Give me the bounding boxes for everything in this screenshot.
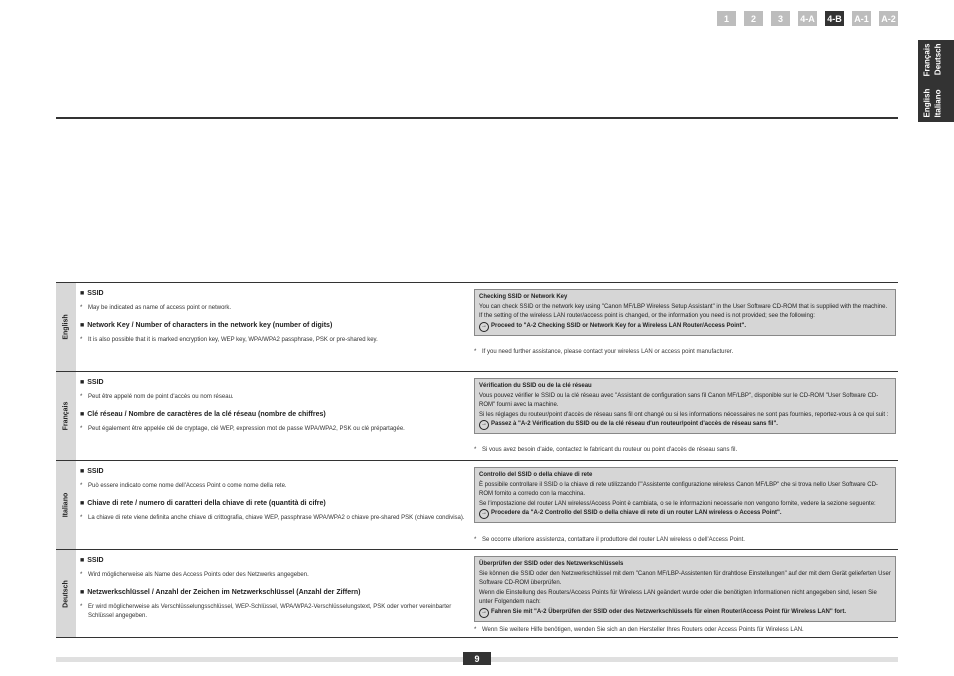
info-box-title: Vérification du SSID ou de la clé réseau bbox=[479, 383, 592, 389]
key-heading: ■ Clé réseau / Nombre de caractères de la clé réseau (nombre de chiffres) bbox=[80, 410, 466, 419]
key-heading: ■ Netzwerkschlüssel / Anzahl der Zeichen im Netzwerkschlüssel (Anzahl der Ziffern) bbox=[80, 588, 466, 597]
key-heading: ■ Chiave di rete / numero di caratteri della chiave di rete (quantità di cifre) bbox=[80, 499, 466, 508]
info-box-text: È possibile controllare il SSID o la chiave di rete utilizzando l'"Assistente configurazione wireless Canon MF/LBP" che si trova nello User Software CD-ROM fornito a corredo con la macchina. bbox=[479, 481, 878, 497]
ssid-note: * Peut être appelé nom de point d'accès ou nom réseau. bbox=[80, 393, 466, 402]
footnote: * Si vous avez besoin d'aide, contactez le fabricant du routeur ou point d'accès de réseau sans fil. bbox=[474, 447, 737, 453]
info-box-text-2: If the setting of the wireless LAN router/access point is changed, or the information you need is not provided; see the following: bbox=[479, 313, 815, 319]
field-list bbox=[80, 289, 466, 353]
info-box-text: You can check SSID or the network key using "Canon MF/LBP Wireless Setup Assistant" in the User Software CD-ROM that is supplied with the machine. bbox=[479, 303, 888, 310]
tab-3[interactable]: 3 bbox=[771, 11, 790, 26]
key-note: * La chiave di rete viene definita anche chiave di crittografia, chiave WEP, passphrase WPA/WPA2 o chiave pre-shared PSK (chiave condivisa). bbox=[80, 514, 466, 523]
field-list bbox=[80, 378, 466, 442]
info-box bbox=[474, 556, 896, 622]
info-box-text-2: Se l'impostazione del router LAN wireless/Access Point è cambiata, o se le informazioni necessarie non vengono fornite, vedere la sezione seguente: bbox=[479, 500, 876, 507]
info-box-title: Checking SSID or Network Key bbox=[479, 294, 568, 300]
key-note: * Peut également être appelée clé de cryptage, clé WEP, expression mot de passe WPA/WPA2, PSK ou clé prépartagée. bbox=[80, 425, 466, 434]
section-francais bbox=[56, 371, 898, 460]
chapter-tabs bbox=[717, 11, 898, 26]
page-number: 9 bbox=[463, 652, 491, 665]
lang-col-1 bbox=[923, 40, 932, 122]
ssid-note: * Può essere indicato come nome dell'Access Point o come nome della rete. bbox=[80, 482, 466, 491]
language-label: Français bbox=[62, 401, 70, 431]
ssid-heading: ■ SSID bbox=[80, 467, 466, 476]
key-heading: ■ Network Key / Number of characters in the network key (number of digits) bbox=[80, 321, 466, 330]
ssid-heading: ■ SSID bbox=[80, 289, 466, 298]
tab-a2[interactable]: A-2 bbox=[879, 11, 898, 26]
ssid-note: * Wird möglicherweise als Name des Access Points oder des Netzwerks angegeben. bbox=[80, 571, 466, 580]
ssid-note: * May be indicated as name of access point or network. bbox=[80, 304, 466, 313]
key-note: * Er wird möglicherweise als Verschlüsselungsschlüssel, WEP-Schlüssel, WPA/WPA2-Verschlüsselungstext, PSK oder vorher vereinbarter Schlüssel angegeben. bbox=[80, 603, 466, 621]
proceed-link[interactable]: → Passez à "A-2 Vérification du SSID ou de la clé réseau d'un routeur/point d'accès de réseau sans fil". bbox=[479, 420, 891, 430]
language-side-tab bbox=[918, 40, 954, 122]
lang-col-2 bbox=[934, 40, 943, 122]
proceed-link[interactable]: → Fahren Sie mit "A-2 Überprüfen der SSID oder des Netzwerkschlüssels für einen Router/Access Point für Wireless LAN" fort. bbox=[479, 608, 891, 618]
info-box bbox=[474, 378, 896, 434]
key-note: * It is also possible that it is marked encryption key, WEP key, WPA/WPA2 passphrase, PSK or pre-shared key. bbox=[80, 336, 466, 345]
language-strip bbox=[56, 372, 76, 460]
info-box-title: Überprüfen der SSID oder des Netzwerkschlüssels bbox=[479, 561, 624, 567]
tab-2[interactable]: 2 bbox=[744, 11, 763, 26]
info-box-title: Controllo del SSID o della chiave di rete bbox=[479, 472, 593, 478]
proceed-link[interactable]: → Procedere da "A-2 Controllo del SSID o della chiave di rete di un router LAN wireless o Access Point". bbox=[479, 509, 891, 519]
lang-english: English bbox=[922, 88, 932, 118]
info-box bbox=[474, 289, 896, 336]
lang-deutsch: Deutsch bbox=[933, 43, 943, 76]
tab-4b[interactable]: 4-B bbox=[825, 11, 844, 26]
language-strip bbox=[56, 461, 76, 549]
language-label: English bbox=[62, 314, 70, 340]
footnote: * If you need further assistance, please contact your wireless LAN or access point manufacturer. bbox=[474, 349, 733, 355]
section-deutsch bbox=[56, 549, 898, 638]
footnote: * Wenn Sie weitere Hilfe benötigen, wenden Sie sich an den Hersteller Ihres Routers oder Access Points für Wireless LAN. bbox=[474, 627, 804, 633]
footnote: * Se occorre ulteriore assistenza, contattare il produttore del router LAN wireless o dell'Access Point. bbox=[474, 537, 745, 543]
field-list bbox=[80, 556, 466, 629]
info-box-text-2: Si les réglages du routeur/point d'accès de réseau sans fil ont changé ou si les informations nécessaires ne sont pas fournies, reportez-vous à ce qui suit : bbox=[479, 411, 889, 418]
lang-francais: Français bbox=[922, 43, 932, 77]
language-label: Italiano bbox=[62, 492, 70, 518]
tab-a1[interactable]: A-1 bbox=[852, 11, 871, 26]
language-label: Deutsch bbox=[62, 579, 70, 608]
tab-4a[interactable]: 4-A bbox=[798, 11, 817, 26]
section-italiano bbox=[56, 460, 898, 549]
info-box-text: Vous pouvez vérifier le SSID ou la clé réseau avec "Assistant de configuration sans fil Canon MF/LBP", disponible sur le CD-ROM "User Software CD-ROM" fourni avec la machine. bbox=[479, 392, 879, 408]
section-english bbox=[56, 282, 898, 371]
language-strip bbox=[56, 283, 76, 371]
tab-1[interactable]: 1 bbox=[717, 11, 736, 26]
header-divider bbox=[56, 117, 898, 119]
info-box-text: Sie können die SSID oder den Netzwerkschlüssel mit dem "Canon MF/LBP-Assistenten für drahtlose Einstellungen" auf der mit dem Gerät gelieferten User Software CD-ROM überprüfen. bbox=[479, 570, 891, 586]
proceed-link[interactable]: → Proceed to "A-2 Checking SSID or Network Key for a Wireless LAN Router/Access Point". bbox=[479, 322, 891, 332]
lang-italiano: Italiano bbox=[933, 89, 943, 118]
language-strip bbox=[56, 550, 76, 637]
ssid-heading: ■ SSID bbox=[80, 378, 466, 387]
ssid-heading: ■ SSID bbox=[80, 556, 466, 565]
info-box bbox=[474, 467, 896, 523]
info-box-text-2: Wenn die Einstellung des Routers/Access Points für Wireless LAN geändert wurde oder die benötigten Informationen nicht angegeben sind, lesen Sie unter Folgendem nach: bbox=[479, 589, 877, 605]
field-list bbox=[80, 467, 466, 531]
